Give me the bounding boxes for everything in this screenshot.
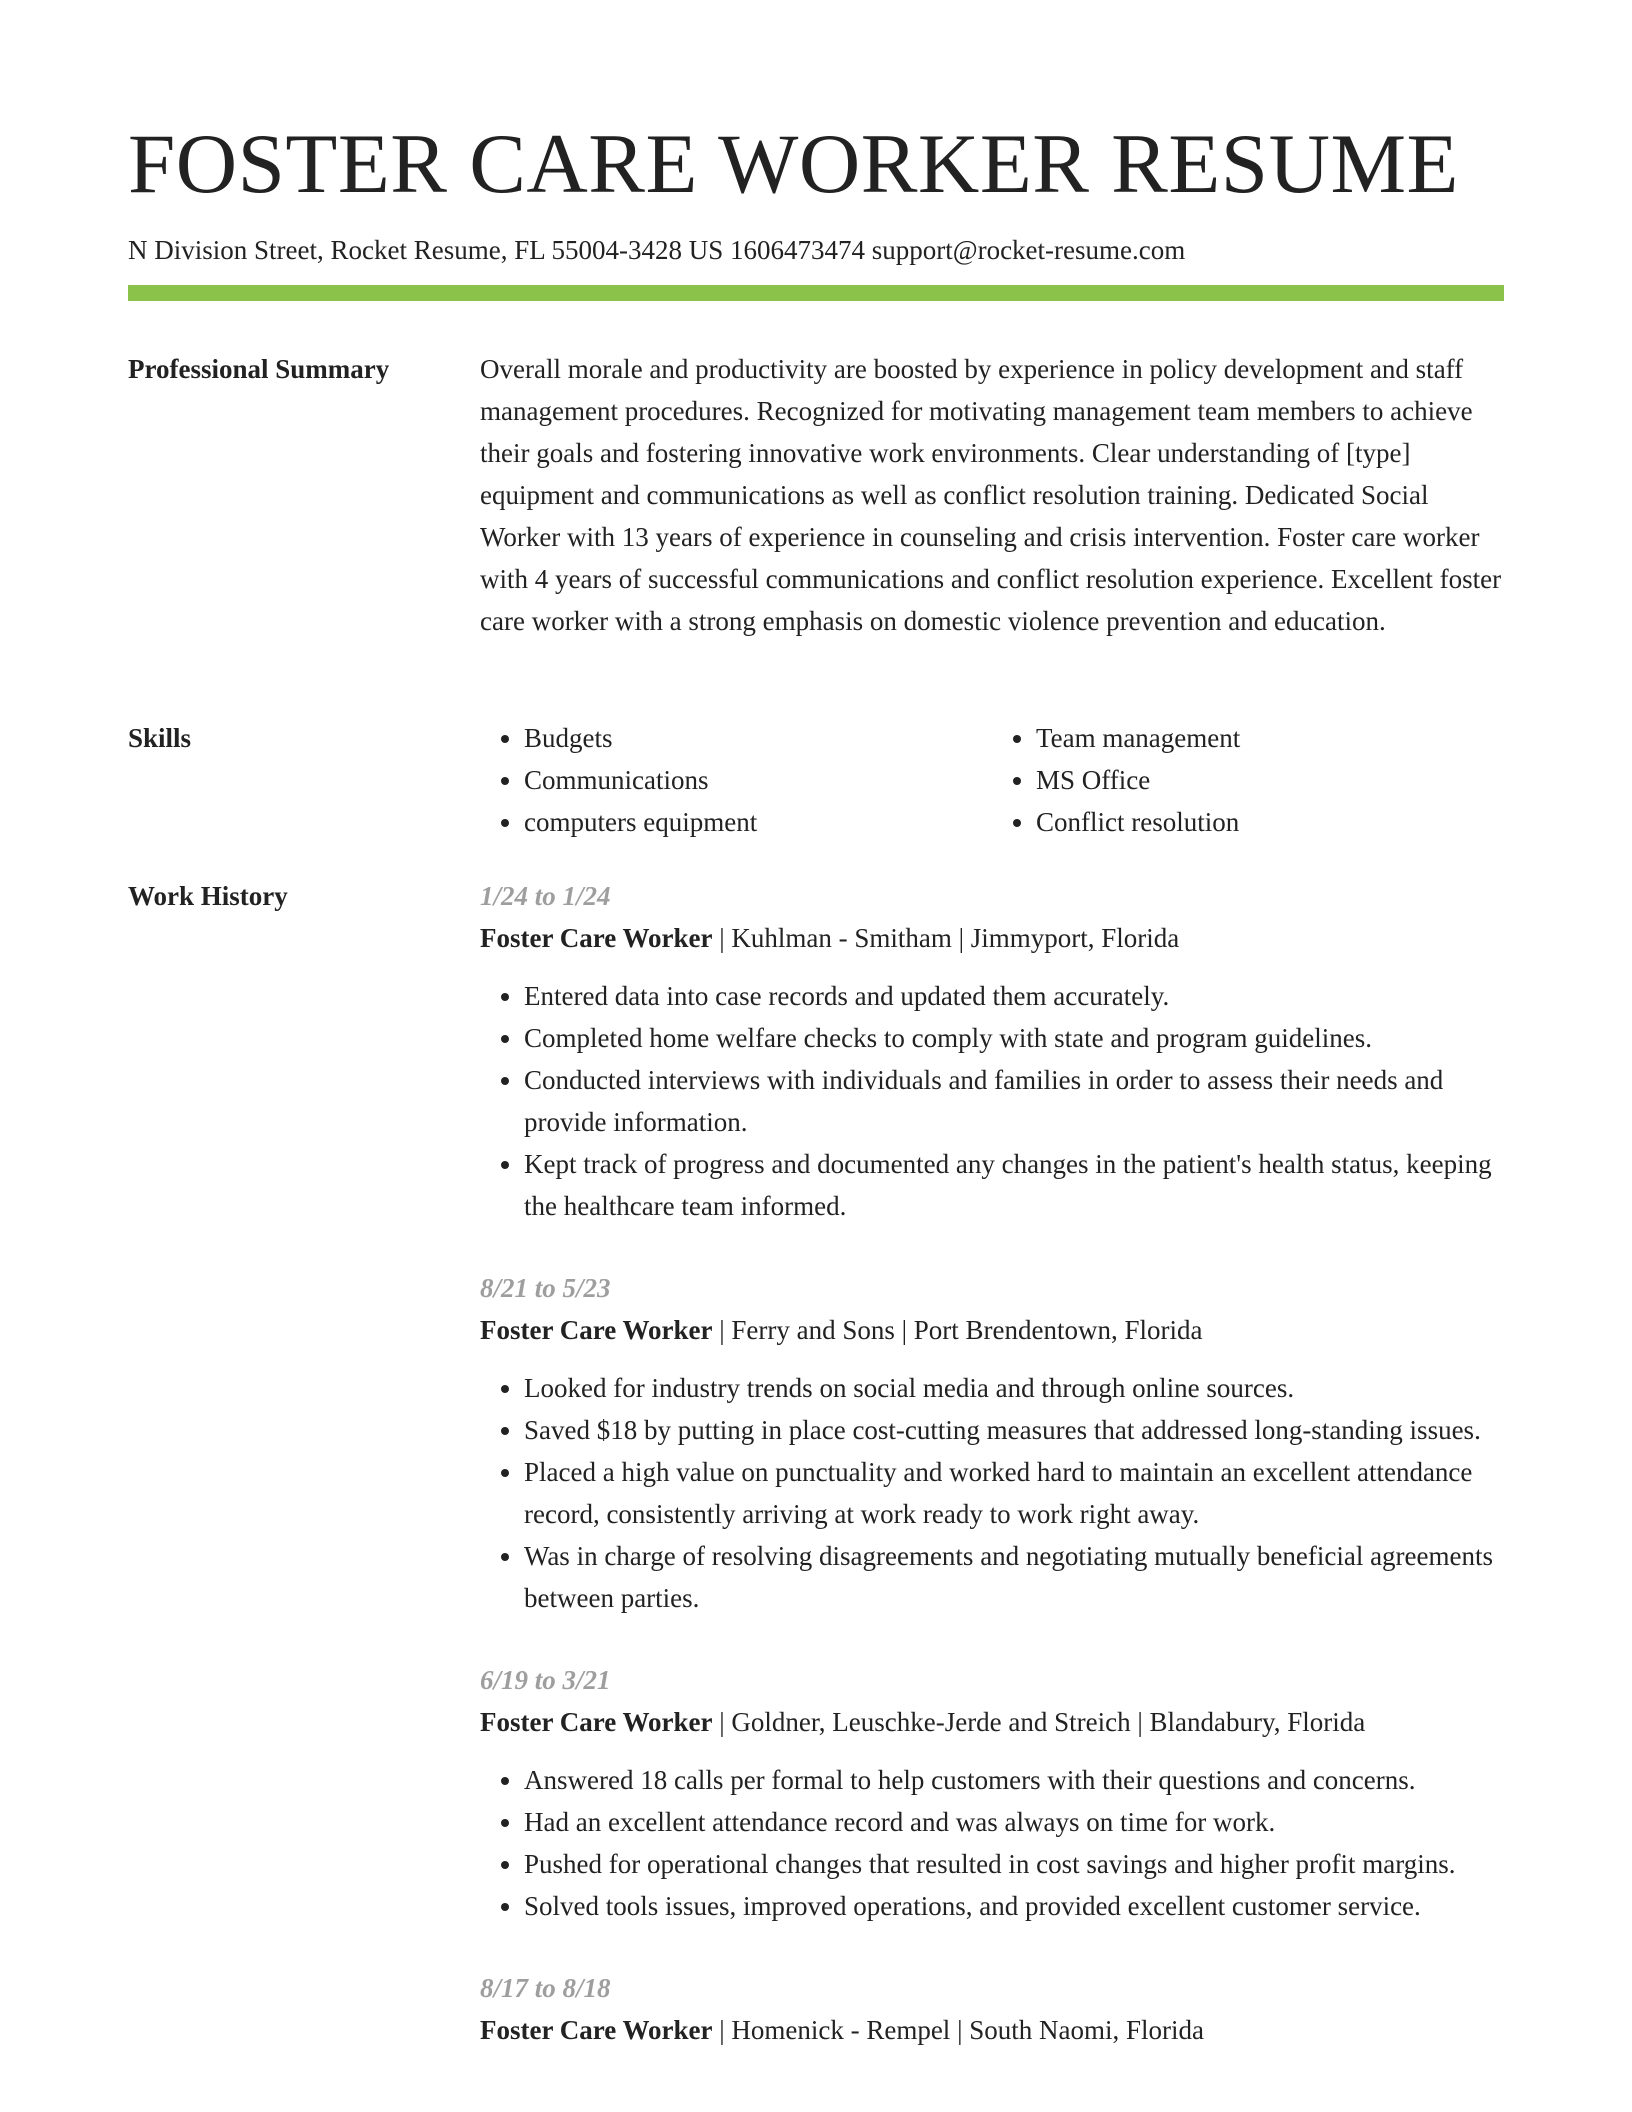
section-label-skills: Skills bbox=[128, 723, 192, 753]
job-date: 8/17 to 8/18 bbox=[480, 1973, 611, 2003]
job-entry bbox=[480, 1967, 1504, 2051]
job-entry bbox=[480, 1267, 1504, 1619]
job-title: Foster Care Worker bbox=[480, 1315, 713, 1345]
job-location: Blandabury, Florida bbox=[1149, 1707, 1366, 1737]
job-separator: | bbox=[951, 923, 971, 953]
job-heading bbox=[480, 1701, 1504, 1743]
skill-item: • Conflict resolution bbox=[1036, 801, 1504, 843]
skill-item: • Budgets bbox=[524, 717, 992, 759]
job-company: Goldner, Leuschke-Jerde and Streich bbox=[731, 1707, 1131, 1737]
header-divider bbox=[128, 285, 1504, 301]
skill-item: • Team management bbox=[1036, 717, 1504, 759]
work-history-list bbox=[480, 875, 1504, 2051]
job-heading bbox=[480, 1309, 1504, 1351]
job-bullet: • Placed a high value on punctuality and worked hard to maintain an excellent attendance record, consistently arriving at work ready to work right away. bbox=[524, 1451, 1504, 1535]
summary-text: Overall morale and productivity are boosted by experience in policy development and staff management procedures. Recognized for motivating management team members to achieve their goals and fostering innovative work environments. Clear understanding of [type] equipment and communications as well as conflict resolution training. Dedicated Social Worker with 13 years of experience in counseling and crisis intervention. Foster care worker with 4 years of successful communications and conflict resolution experience. Excellent foster care worker with a strong emphasis on domestic violence prevention and education. bbox=[480, 354, 1502, 636]
job-company: Homenick - Rempel bbox=[731, 2015, 951, 2045]
job-company: Kuhlman - Smitham bbox=[731, 923, 952, 953]
summary-body bbox=[480, 348, 1504, 642]
job-bullet-list bbox=[480, 1367, 1504, 1619]
job-separator: | bbox=[712, 2015, 732, 2045]
job-bullet: • Kept track of progress and documented any changes in the patient's health status, keeping the healthcare team informed. bbox=[524, 1143, 1504, 1227]
job-entry bbox=[480, 875, 1504, 1227]
job-location: Jimmyport, Florida bbox=[970, 923, 1180, 953]
skill-item: • MS Office bbox=[1036, 759, 1504, 801]
job-bullet: • Saved $18 by putting in place cost-cutting measures that addressed long-standing issues. bbox=[524, 1409, 1504, 1451]
job-title: Foster Care Worker bbox=[480, 2015, 713, 2045]
skills-list bbox=[480, 717, 1504, 843]
job-heading bbox=[480, 2009, 1504, 2051]
job-bullet-list bbox=[480, 1759, 1504, 1927]
job-separator: | bbox=[950, 2015, 970, 2045]
job-separator: | bbox=[712, 1315, 732, 1345]
contact-line: N Division Street, Rocket Resume, FL 55004-3428 US 1606473474 support@rocket-resume.com bbox=[128, 235, 1186, 265]
job-heading bbox=[480, 917, 1504, 959]
job-date: 6/19 to 3/21 bbox=[480, 1665, 611, 1695]
job-bullet: • Had an excellent attendance record and was always on time for work. bbox=[524, 1801, 1504, 1843]
job-bullet-list bbox=[480, 975, 1504, 1227]
job-separator: | bbox=[712, 1707, 732, 1737]
section-label-work-history: Work History bbox=[128, 881, 288, 911]
job-separator: | bbox=[894, 1315, 914, 1345]
job-bullet: • Pushed for operational changes that resulted in cost savings and higher profit margins. bbox=[524, 1843, 1504, 1885]
job-location: South Naomi, Florida bbox=[969, 2015, 1204, 2045]
job-separator: | bbox=[712, 923, 732, 953]
job-title: Foster Care Worker bbox=[480, 1707, 713, 1737]
job-separator: | bbox=[1130, 1707, 1150, 1737]
job-title: Foster Care Worker bbox=[480, 923, 713, 953]
job-bullet: • Entered data into case records and updated them accurately. bbox=[524, 975, 1504, 1017]
job-entry bbox=[480, 1659, 1504, 1927]
job-bullet: • Looked for industry trends on social media and through online sources. bbox=[524, 1367, 1504, 1409]
job-bullet: • Completed home welfare checks to comply with state and program guidelines. bbox=[524, 1017, 1504, 1059]
skills-column-left bbox=[480, 717, 992, 843]
job-location: Port Brendentown, Florida bbox=[913, 1315, 1203, 1345]
skill-item: • computers equipment bbox=[524, 801, 992, 843]
job-bullet: • Conducted interviews with individuals and families in order to assess their needs and provide information. bbox=[524, 1059, 1504, 1143]
job-bullet: • Answered 18 calls per formal to help customers with their questions and concerns. bbox=[524, 1759, 1504, 1801]
skills-column-right bbox=[992, 717, 1504, 843]
skill-item: • Communications bbox=[524, 759, 992, 801]
job-date: 1/24 to 1/24 bbox=[480, 881, 611, 911]
resume-title: FOSTER CARE WORKER RESUME bbox=[128, 117, 1459, 211]
job-bullet: • Solved tools issues, improved operations, and provided excellent customer service. bbox=[524, 1885, 1504, 1927]
job-bullet: • Was in charge of resolving disagreements and negotiating mutually beneficial agreements between parties. bbox=[524, 1535, 1504, 1619]
section-label-summary: Professional Summary bbox=[128, 354, 390, 384]
job-company: Ferry and Sons bbox=[731, 1315, 895, 1345]
job-date: 8/21 to 5/23 bbox=[480, 1273, 611, 1303]
